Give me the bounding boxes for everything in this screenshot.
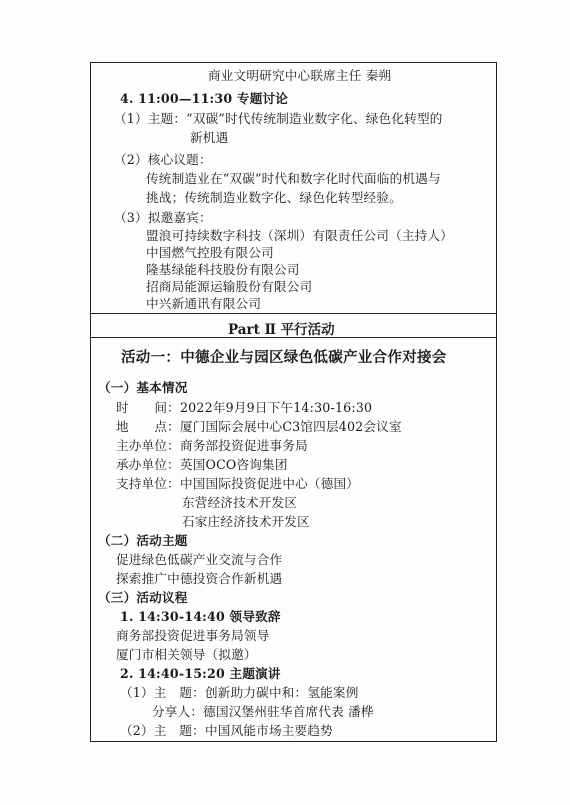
section-basic-info: （一）基本情况: [98, 380, 188, 395]
agenda-item-1: 1. 14:30-14:40 领导致辞: [120, 609, 281, 624]
guest-item: 中兴新通讯有限公司: [146, 296, 262, 311]
guest-item: 招商局能源运输股份有限公司: [146, 279, 313, 294]
supporter-line-2: 东营经济技术开发区: [182, 495, 298, 510]
topic-continuation: 新机遇: [190, 130, 229, 145]
issues-line-2: 挑战；传统制造业数字化、绿色化转型经验。: [146, 190, 402, 205]
header-line: 商业文明研究中心联席主任 秦朔: [208, 68, 392, 83]
guests-label: （3）拟邀嘉宾：: [114, 210, 212, 225]
supporter-line: 支持单位：中国国际投资促进中心（德国）: [116, 476, 360, 491]
talk-2-topic: （2）主 题：中国风能市场主要趋势: [120, 723, 333, 738]
host-line: 主办单位：商务部投资促进事务局: [116, 438, 308, 453]
agenda-item-4: 4. 11:00—11:30 专题讨论: [120, 91, 289, 106]
table-top-border: [90, 62, 497, 63]
theme-line-2: 探索推广中德投资合作新机遇: [116, 571, 283, 586]
talk-1-speaker: 分享人：德国汉堡州驻华首席代表 潘桦: [152, 704, 374, 719]
row-divider-1: [90, 313, 497, 314]
guest-item: 盟浪可持续数字科技（深圳）有限责任公司（主持人）: [146, 228, 454, 243]
agenda-item-1-a: 商务部投资促进事务局领导: [116, 628, 270, 643]
time-line: 时 间：2022年9月9日下午14:30-16:30: [116, 400, 373, 415]
guest-item: 隆基绿能科技股份有限公司: [146, 262, 300, 277]
theme-line-1: 促进绿色低碳产业交流与合作: [116, 552, 283, 567]
activity-title: 活动一：中德企业与园区绿色低碳产业合作对接会: [121, 349, 447, 366]
organizer-line: 承办单位：英国OCO咨询集团: [116, 457, 288, 472]
topic-label: （1）主题：“双碳”时代传统制造业数字化、绿色化转型的: [114, 111, 443, 126]
section-agenda: （三）活动议程: [98, 590, 188, 605]
part-header: Part Ⅱ 平行活动: [228, 322, 335, 338]
agenda-item-1-b: 厦门市相关领导（拟邀）: [116, 647, 257, 662]
agenda-item-2: 2. 14:40-15:20 主题演讲: [120, 666, 281, 681]
table-bottom-border: [90, 741, 497, 742]
supporter-line-3: 石家庄经济技术开发区: [182, 514, 310, 529]
talk-1-topic: （1）主 题：创新助力碳中和：氢能案例: [120, 685, 359, 700]
guest-item: 中国燃气控股有限公司: [146, 245, 274, 260]
section-theme: （二）活动主题: [98, 533, 188, 548]
issues-line-1: 传统制造业在“双碳”时代和数字化时代面临的机遇与: [146, 171, 441, 186]
place-line: 地 点：厦门国际会展中心C3馆四层402会议室: [116, 419, 402, 434]
issues-label: （2）核心议题：: [114, 152, 212, 167]
